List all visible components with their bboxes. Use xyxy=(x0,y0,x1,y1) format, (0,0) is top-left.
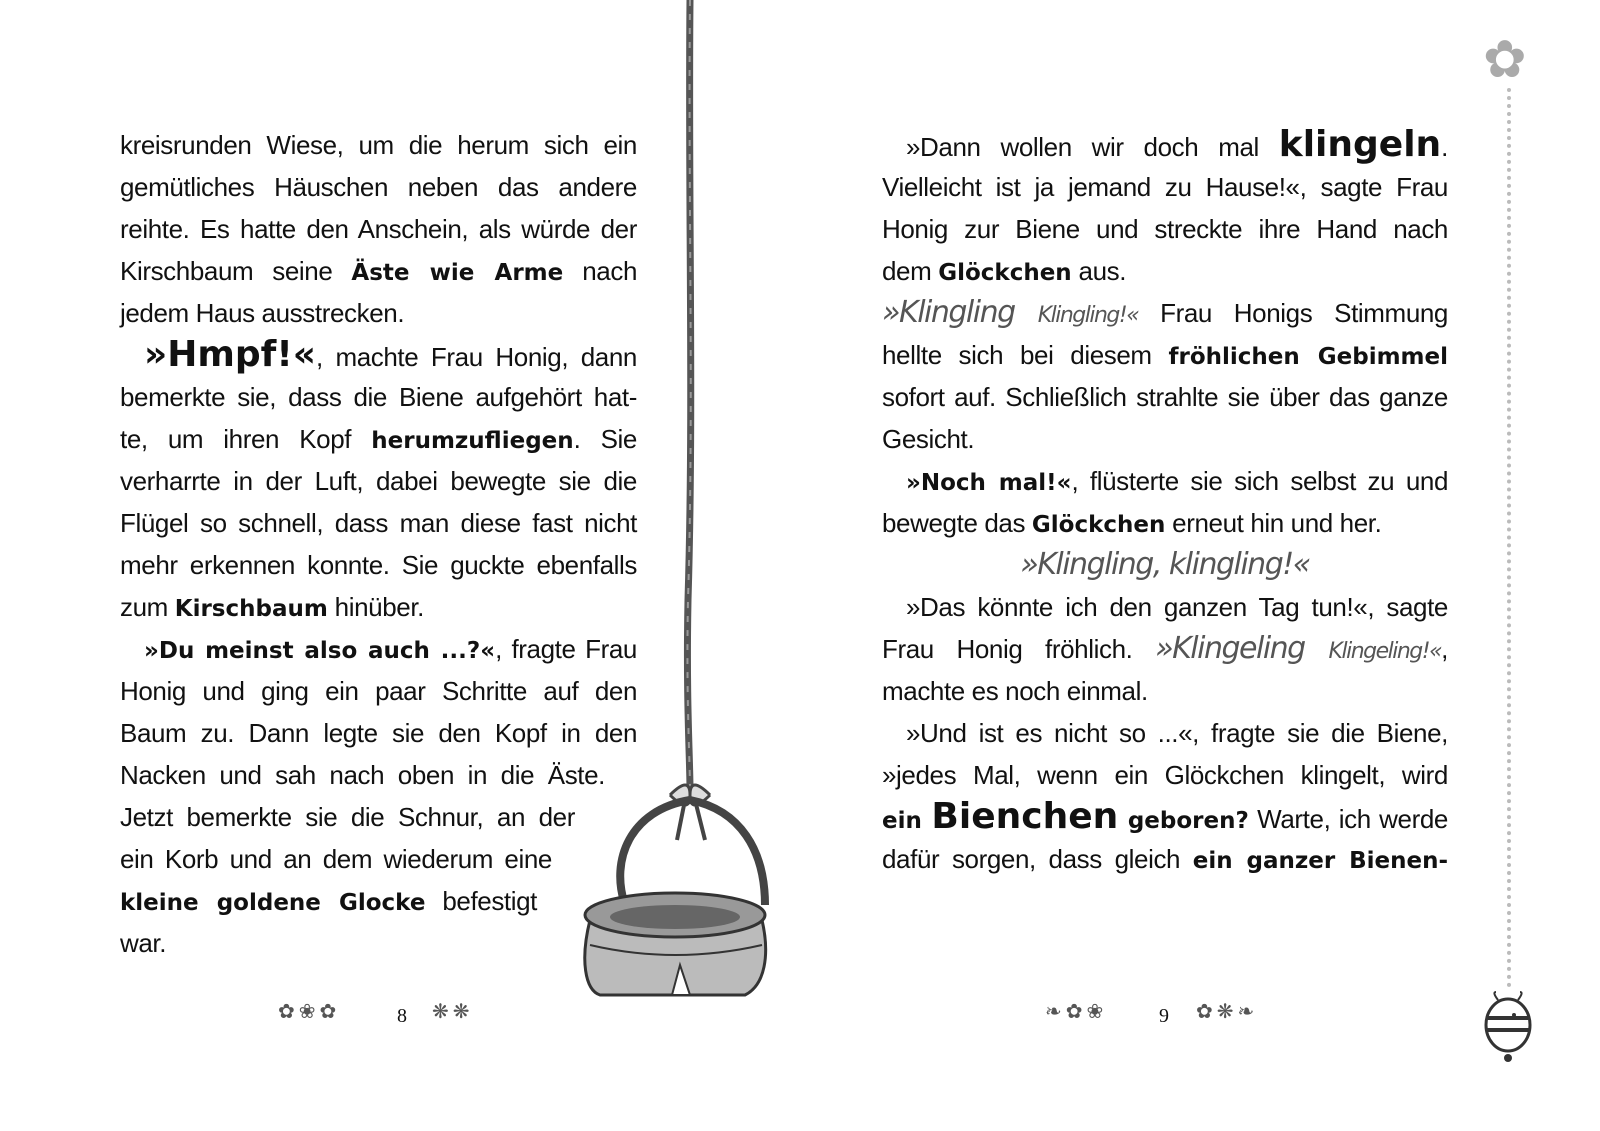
text-line xyxy=(882,292,1448,334)
text-run: . Sie xyxy=(573,424,637,454)
text-line xyxy=(120,124,637,166)
text-run: kreisrunden Wiese, um die herum sich ein xyxy=(120,130,637,160)
text-run: , xyxy=(1441,634,1448,664)
text-line xyxy=(882,418,1448,460)
text-line xyxy=(882,628,1448,670)
text-run: befestigt xyxy=(425,886,538,916)
dotted-margin-line xyxy=(1507,88,1511,988)
text-run: mehr erkennen konnte. Sie guckte ebenfalls xyxy=(120,550,637,580)
text-run: Kirschbaum seine xyxy=(120,256,352,286)
text-line xyxy=(120,208,637,250)
text-run: Flügel so schnell, dass man diese fast nicht xyxy=(120,508,637,538)
text-run: Honig und ging ein paar Schritte auf den xyxy=(120,676,637,706)
text-run: Honig zur Biene und streckte ihre Hand nach xyxy=(882,214,1448,244)
text-run: , flüsterte sie sich selbst zu und xyxy=(1071,466,1448,496)
text-line xyxy=(882,460,1448,502)
text-line xyxy=(120,460,637,502)
bold-text: Glöckchen xyxy=(1031,512,1166,538)
left-page-text xyxy=(120,124,637,964)
text-line xyxy=(120,544,637,586)
text-line xyxy=(120,418,637,460)
text-line xyxy=(882,334,1448,376)
text-run: »Und ist es nicht so ...«, fragte sie die Biene, xyxy=(906,718,1448,748)
text-line xyxy=(120,250,637,292)
bee-icon xyxy=(1478,990,1538,1070)
page-number-right: 9 xyxy=(1159,1005,1169,1027)
flowers-ornament-left: ✿❀✿ xyxy=(278,1001,341,1023)
handwritten-sound-text: »Klingling xyxy=(882,295,1038,330)
text-run: ein Korb und an dem wiederum eine xyxy=(120,844,552,874)
text-line xyxy=(120,334,637,376)
text-run: »Das könnte ich den ganzen Tag tun!«, sagte xyxy=(906,592,1448,622)
text-run: »Dann wollen wir doch mal xyxy=(906,132,1279,162)
text-run: »jedes Mal, wenn ein Glöckchen klingelt, wird xyxy=(882,760,1448,790)
text-run: Gesicht. xyxy=(882,424,975,454)
handwritten-sound-text: »Klingling, klingling!« xyxy=(1020,547,1310,582)
text-run: verharrte in der Luft, dabei bewegte sie die xyxy=(120,466,637,496)
text-line xyxy=(120,586,637,628)
text-line xyxy=(120,838,552,880)
right-page-text xyxy=(882,124,1448,880)
bold-text: ein ganzer Bienen- xyxy=(1192,848,1448,874)
text-run: machte es noch einmal. xyxy=(882,676,1148,706)
flowers-ornament-right-a: ❧✿❀ xyxy=(1045,1001,1108,1023)
text-run: . xyxy=(1441,132,1448,162)
text-line xyxy=(882,586,1448,628)
bold-text: Kirschbaum xyxy=(174,596,328,622)
text-run: Vielleicht ist ja jemand zu Hause!«, sagte Frau xyxy=(882,172,1448,202)
text-line xyxy=(120,796,575,838)
text-run: gemütliches Häuschen neben das andere xyxy=(120,172,637,202)
text-run: Nacken und sah nach oben in die Äste. xyxy=(120,760,605,790)
bees-ornament-left: ❋❋ xyxy=(432,1001,474,1023)
text-run: , fragte Frau xyxy=(495,634,637,664)
flower-icon: ✿ xyxy=(1483,31,1527,89)
text-run: nach xyxy=(563,256,638,286)
text-run: hellte sich bei diesem xyxy=(882,340,1169,370)
bold-text: herumzufliegen xyxy=(371,428,574,454)
flowers-ornament-right-b: ✿❋❧ xyxy=(1196,1001,1259,1023)
text-run: zum xyxy=(120,592,175,622)
text-line xyxy=(120,922,637,964)
bold-text: »Du meinst also auch ...?« xyxy=(144,638,496,664)
bold-text: klingeln xyxy=(1278,124,1442,165)
text-line xyxy=(120,754,605,796)
text-run: jedem Haus ausstrecken. xyxy=(120,298,405,328)
bold-text: Äste wie Arme xyxy=(351,260,564,286)
text-run: war. xyxy=(120,928,167,958)
text-run: , machte Frau Honig, dann xyxy=(316,342,637,372)
text-run: Frau Honigs Stimmung xyxy=(1138,298,1448,328)
bold-text: kleine goldene Glocke xyxy=(120,890,426,916)
text-line xyxy=(120,502,637,544)
text-run: bemerkte sie, dass die Biene aufgehört hat- xyxy=(120,382,637,412)
text-run: aus. xyxy=(1071,256,1127,286)
text-line xyxy=(120,292,637,334)
text-run: Frau Honig fröhlich. xyxy=(882,634,1156,664)
bold-text: Bienchen xyxy=(931,796,1119,837)
text-line xyxy=(882,376,1448,418)
bold-text: »Noch mal!« xyxy=(906,470,1072,496)
text-line xyxy=(882,502,1448,544)
text-run: te, um ihren Kopf xyxy=(120,424,372,454)
text-run: reihte. Es hatte den Anschein, als würde der xyxy=(120,214,637,244)
handwritten-sound-text: »Klingeling xyxy=(1155,631,1329,666)
text-run: hinüber. xyxy=(327,592,424,622)
text-line xyxy=(882,838,1448,880)
text-line xyxy=(882,796,1448,838)
page-number-left: 8 xyxy=(397,1005,407,1027)
text-run: bewegte das xyxy=(882,508,1032,538)
text-line xyxy=(882,544,1448,586)
text-line xyxy=(882,208,1448,250)
text-run: erneut hin und her. xyxy=(1165,508,1382,538)
text-line xyxy=(120,670,637,712)
text-line xyxy=(120,628,637,670)
text-run: dafür sorgen, dass gleich xyxy=(882,844,1193,874)
bold-text: geboren? xyxy=(1118,808,1249,834)
text-run: sofort auf. Schließlich strahlte sie über das ganze xyxy=(882,382,1448,412)
handwritten-sound-text: Klingeling!« xyxy=(1328,639,1442,664)
bold-text: Glöckchen xyxy=(938,260,1072,286)
text-line xyxy=(120,166,637,208)
text-line xyxy=(882,670,1448,712)
text-run: Baum zu. Dann legte sie den Kopf in den xyxy=(120,718,637,748)
text-line xyxy=(120,712,637,754)
text-line xyxy=(120,880,537,922)
text-line xyxy=(882,712,1448,754)
text-line xyxy=(882,166,1448,208)
text-run: dem xyxy=(882,256,939,286)
text-run: Jetzt bemerkte sie die Schnur, an der xyxy=(120,802,575,832)
handwritten-sound-text: Klingling!« xyxy=(1037,303,1139,328)
bold-text: ein xyxy=(882,808,932,834)
text-line xyxy=(882,124,1448,166)
text-line xyxy=(120,376,637,418)
text-run: Warte, ich werde xyxy=(1248,804,1448,834)
bold-text: »Hmpf!« xyxy=(144,334,317,375)
bold-text: fröhlichen Gebimmel xyxy=(1168,344,1448,370)
text-line xyxy=(882,754,1448,796)
text-line xyxy=(882,250,1448,292)
